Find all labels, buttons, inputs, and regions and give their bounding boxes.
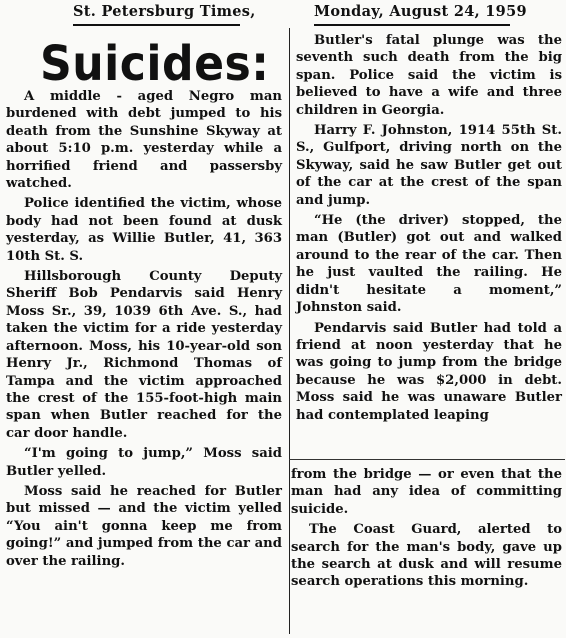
paragraph: Hillsborough County Deputy Sheriff Bob Pendarvis said Henry Moss Sr., 39, 1039 6th Ave. S., had taken the victim for a ride yesterday afternoon. Moss, his 10-year-old son Henry Jr., Richmond Thomas of Tampa and the victim approached the crest of the 155-foot-high main span when Butler reached for the car door handle.	[6, 269, 282, 441]
left-column	[6, 88, 282, 573]
headline: Suicides:	[40, 36, 270, 92]
paragraph: A middle - aged Negro man burdened with debt jumped to his death from the Sunshine Skyway at about 5:10 p.m. yesterday while a horrified friend and passersby watched.	[6, 89, 282, 192]
wrap-divider	[289, 459, 565, 460]
column-divider	[289, 28, 290, 634]
right-column-bottom	[291, 466, 562, 594]
right-column-top	[296, 32, 562, 427]
newspaper-name: St. Petersburg Times,	[73, 2, 240, 26]
publication-date: Monday, August 24, 1959	[314, 2, 510, 26]
paragraph: Harry F. Johnston, 1914 55th St. S., Gulfport, driving north on the Skyway, said he saw Butler get out of the car at the crest of the span and jump.	[296, 123, 562, 208]
paragraph: Moss said he reached for Butler but missed — and the victim yelled “You ain't gonna keep me from going!” and jumped from the car and over the railing.	[6, 483, 282, 569]
paragraph: Pendarvis said Butler had told a friend at noon yesterday that he was going to jump from the bridge because he was $2,000 in debt. Moss said he was unaware Butler had contemplated leaping	[296, 320, 562, 423]
paragraph: Police identified the victim, whose body had not been found at dusk yesterday, as Willie Butler, 41, 363 10th St. S.	[6, 196, 282, 264]
paragraph: “He (the driver) stopped, the man (Butler) got out and walked around to the rear of the car. Then he just vaulted the railing. He didn't hesitate a moment,” Johnston said.	[296, 213, 562, 316]
paragraph: The Coast Guard, alerted to search for the man's body, gave up the search at dusk and will resume search operations this morning.	[291, 522, 562, 590]
paragraph: “I'm going to jump,” Moss said Butler yelled.	[6, 446, 282, 479]
paragraph: from the bridge — or even that the man had any idea of committing suicide.	[291, 467, 562, 517]
paragraph: Butler's fatal plunge was the seventh such death from the big span. Police said the victim is believed to have a wife and three children in Georgia.	[296, 33, 562, 118]
